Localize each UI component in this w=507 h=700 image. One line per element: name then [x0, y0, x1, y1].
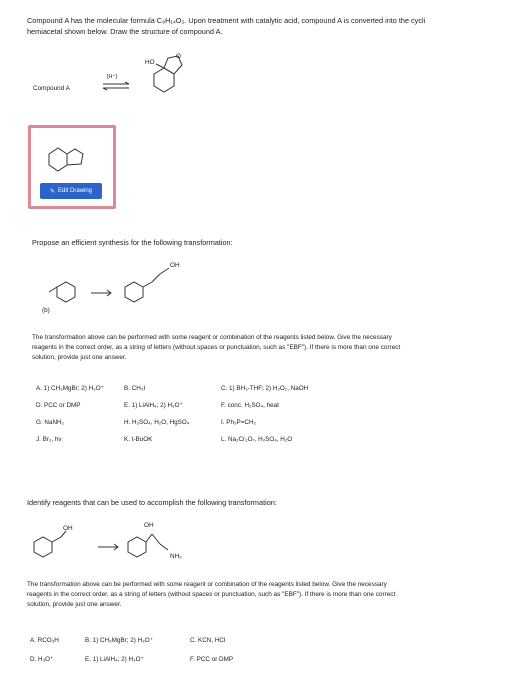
q2-option-e: E. 1) LiAlH₄; 2) H₃O⁺: [124, 402, 183, 409]
q2-option-l: L. Na₂Cr₂O₇, H₂SO₄, H₂O: [221, 436, 293, 443]
part-b-label: (b): [42, 307, 50, 314]
edit-drawing-label: Edit Drawing: [58, 188, 93, 194]
equilibrium-arrows: [102, 82, 132, 90]
edit-drawing-button[interactable]: [40, 183, 102, 199]
compound-a-drawing: [45, 140, 101, 174]
drawing-canvas[interactable]: [28, 125, 116, 209]
q3-option-f: F. PCC or DMP: [190, 656, 234, 663]
q2-instructions-2: reagents in the correct order, as a string of letters (without spaces or punctuation, such as "EBF"). If there is more than one correct: [32, 344, 401, 351]
compound-a-label: Compound A: [33, 85, 70, 92]
q2-option-g: G. NaNH₂: [36, 419, 64, 426]
q2-option-j: J. Br₂, hν: [36, 436, 62, 443]
q3-transformation: [30, 520, 230, 570]
q3-product-nh2: NH₂: [170, 553, 182, 560]
q2-product-oh: OH: [170, 262, 180, 269]
ring-oxygen-label: O: [176, 53, 181, 60]
q1-prompt-line2: hemiacetal shown below. Draw the structure of compound A.: [27, 27, 223, 36]
q2-option-c: C. 1) BH₃-THF; 2) H₂O₂, NaOH: [221, 385, 309, 392]
q3-product-oh: OH: [144, 522, 154, 529]
q3-option-a: A. RCO₃H: [30, 637, 59, 644]
q3-instructions-3: solution, provide just one answer.: [27, 601, 122, 608]
q2-option-d: D. PCC or DMP: [36, 402, 81, 409]
q3-prompt: Identify reagents that can be used to accomplish the following transformation:: [27, 498, 277, 507]
q1-prompt-line1: Compound A has the molecular formula C₈H₁₄O₂. Upon treatment with catalytic acid, compound A is converted into the cycli: [27, 16, 426, 25]
q3-option-c: C. KCN, HCl: [190, 637, 226, 644]
q3-instructions-2: reagents in the correct order, as a string of letters (without spaces or punctuation, such as "EBF"). If there is more than one correct: [27, 591, 396, 598]
q3-option-e: E. 1) LiAlH₄; 2) H₃O⁺: [85, 656, 144, 663]
hydroxyl-label: HO: [145, 59, 155, 66]
pencil-icon: ✎: [49, 188, 55, 195]
q2-option-i: I. Ph₃P=CH₂: [221, 419, 256, 426]
q2-option-k: K. t-BuOK: [124, 436, 153, 443]
q3-instructions-1: The transformation above can be performed with some reagent or combination of the reagents listed below. Give the necessary: [27, 581, 387, 588]
catalyst-label: [H⁺]: [107, 74, 117, 80]
q3-start-oh: OH: [63, 525, 73, 532]
q2-option-a: A. 1) CH₃MgBr; 2) H₃O⁺: [36, 385, 104, 392]
q3-option-b: B. 1) CH₃MgBr; 2) H₃O⁺: [85, 637, 153, 644]
q2-option-b: B. CH₃I: [124, 385, 146, 392]
q3-option-d: D. H₃O⁺: [30, 656, 54, 663]
q2-instructions-3: solution, provide just one answer.: [32, 354, 127, 361]
q2-option-h: H. H₂SO₄, H₂O, HgSO₄: [124, 419, 190, 426]
q2-instructions-1: The transformation above can be performed with some reagent or combination of the reagents listed below. Give the necessary: [32, 334, 392, 341]
q2-option-f: F. conc. H₂SO₄, heat: [221, 402, 279, 409]
q2-prompt: Propose an efficient synthesis for the following transformation:: [32, 238, 233, 247]
